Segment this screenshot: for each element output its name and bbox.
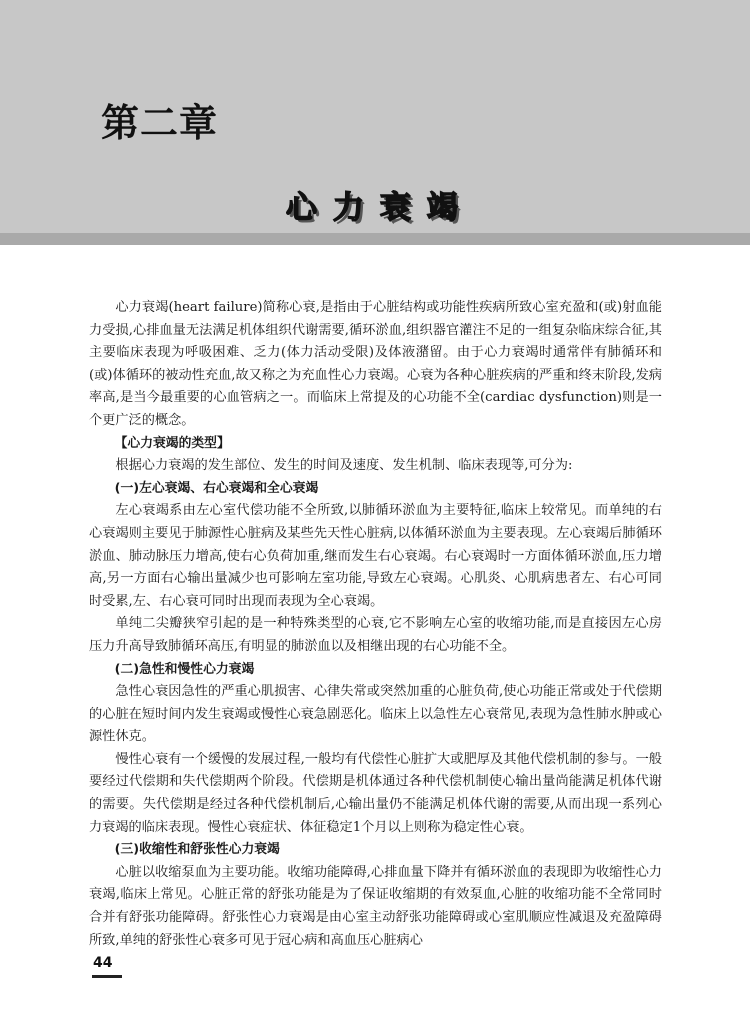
paragraph-classification: 根据心力衰竭的发生部位、发生的时间及速度、发生机制、临床表现等,可分为: [115,458,573,474]
page-number: 44 [93,955,113,971]
body-text [89,297,662,952]
subheading-left-right-heart-failure: (一)左心衰竭、右心衰竭和全心衰竭 [114,480,319,496]
chapter-title: 心力衰竭 [286,190,474,226]
subheading-acute-chronic: (二)急性和慢性心力衰竭 [114,661,255,677]
paragraph-left-right-failure: 左心衰竭系由左心室代偿功能不全所致,以肺循环淤血为主要特征,临床上较常见。而单纯的右心衰竭则主要见于肺源性心脏病及某些先天性心脏病,以体循环淤血为主要表现。左心衰竭后肺循环淤血、肺动脉压力增高,使右心负荷加重,继而发生右心衰竭。右心衰竭时一方面体循环淤血,压力增高,另一方面右心输出量减少也可影响左室功能,导致左心衰竭。心肌炎、心肌病患者左、右心可同时受累,左、右心衰可同时出现而表现为全心衰竭。 [89,503,662,609]
paragraph-chronic: 慢性心衰有一个缓慢的发展过程,一般均有代偿性心脏扩大或肥厚及其他代偿机制的参与。一般要经过代偿期和失代偿期两个阶段。代偿期是机体通过各种代偿机制使心输出量尚能满足机体代谢的需要。失代偿期是经过各种代偿机制后,心输出量仍不能满足机体代谢的需要,从而出现一系列心力衰竭的临床表现。慢性心衰症状、体征稳定1个月以上则称为稳定性心衰。 [89,751,662,835]
chapter-number: 第二章 [101,101,219,145]
paragraph-intro: 心力衰竭(heart failure)简称心衰,是指由于心脏结构或功能性疾病所致心室充盈和(或)射血能力受损,心排血量无法满足机体组织代谢需要,循环淤血,组织器官灌注不足的一组复杂临床综合征,其主要临床表现为呼吸困难、乏力(体力活动受限)及体液潴留。由于心力衰竭时通常伴有肺循环和(或)体循环的被动性充血,故又称之为充血性心力衰竭。心衰为各种心脏疾病的严重和终末阶段,发病率高,是当今最重要的心血管病之一。而临床上常提及的心功能不全(cardiac dysfunction)则是一个更广泛的概念。 [89,300,662,428]
subheading-systolic-diastolic: (三)收缩性和舒张性心力衰竭 [114,842,280,858]
section-heading-types: 【心力衰竭的类型】 [114,435,230,451]
paragraph-acute: 急性心衰因急性的严重心肌损害、心律失常或突然加重的心脏负荷,使心功能正常或处于代偿期的心脏在短时间内发生衰竭或慢性心衰急剧恶化。临床上以急性左心衰常见,表现为急性肺水肿或心源性休克。 [89,684,662,745]
paragraph-systolic-diastolic: 心脏以收缩泵血为主要功能。收缩功能障碍,心排血量下降并有循环淤血的表现即为收缩性心力衰竭,临床上常见。心脏正常的舒张功能是为了保证收缩期的有效泵血,心脏的收缩功能不全常同时合并有舒张功能障碍。舒张性心力衰竭是由心室主动舒张功能障碍或心室肌顺应性减退及充盈障碍所致,单纯的舒张性心衰多可见于冠心病和高血压心脏病心 [89,864,662,948]
page-number-rule [92,975,122,978]
paragraph-mitral-stenosis: 单纯二尖瓣狭窄引起的是一种特殊类型的心衰,它不影响左心室的收缩功能,而是直接因左心房压力升高导致肺循环高压,有明显的肺淤血以及相继出现的右心功能不全。 [89,616,662,654]
header-divider-stripe [0,233,750,245]
